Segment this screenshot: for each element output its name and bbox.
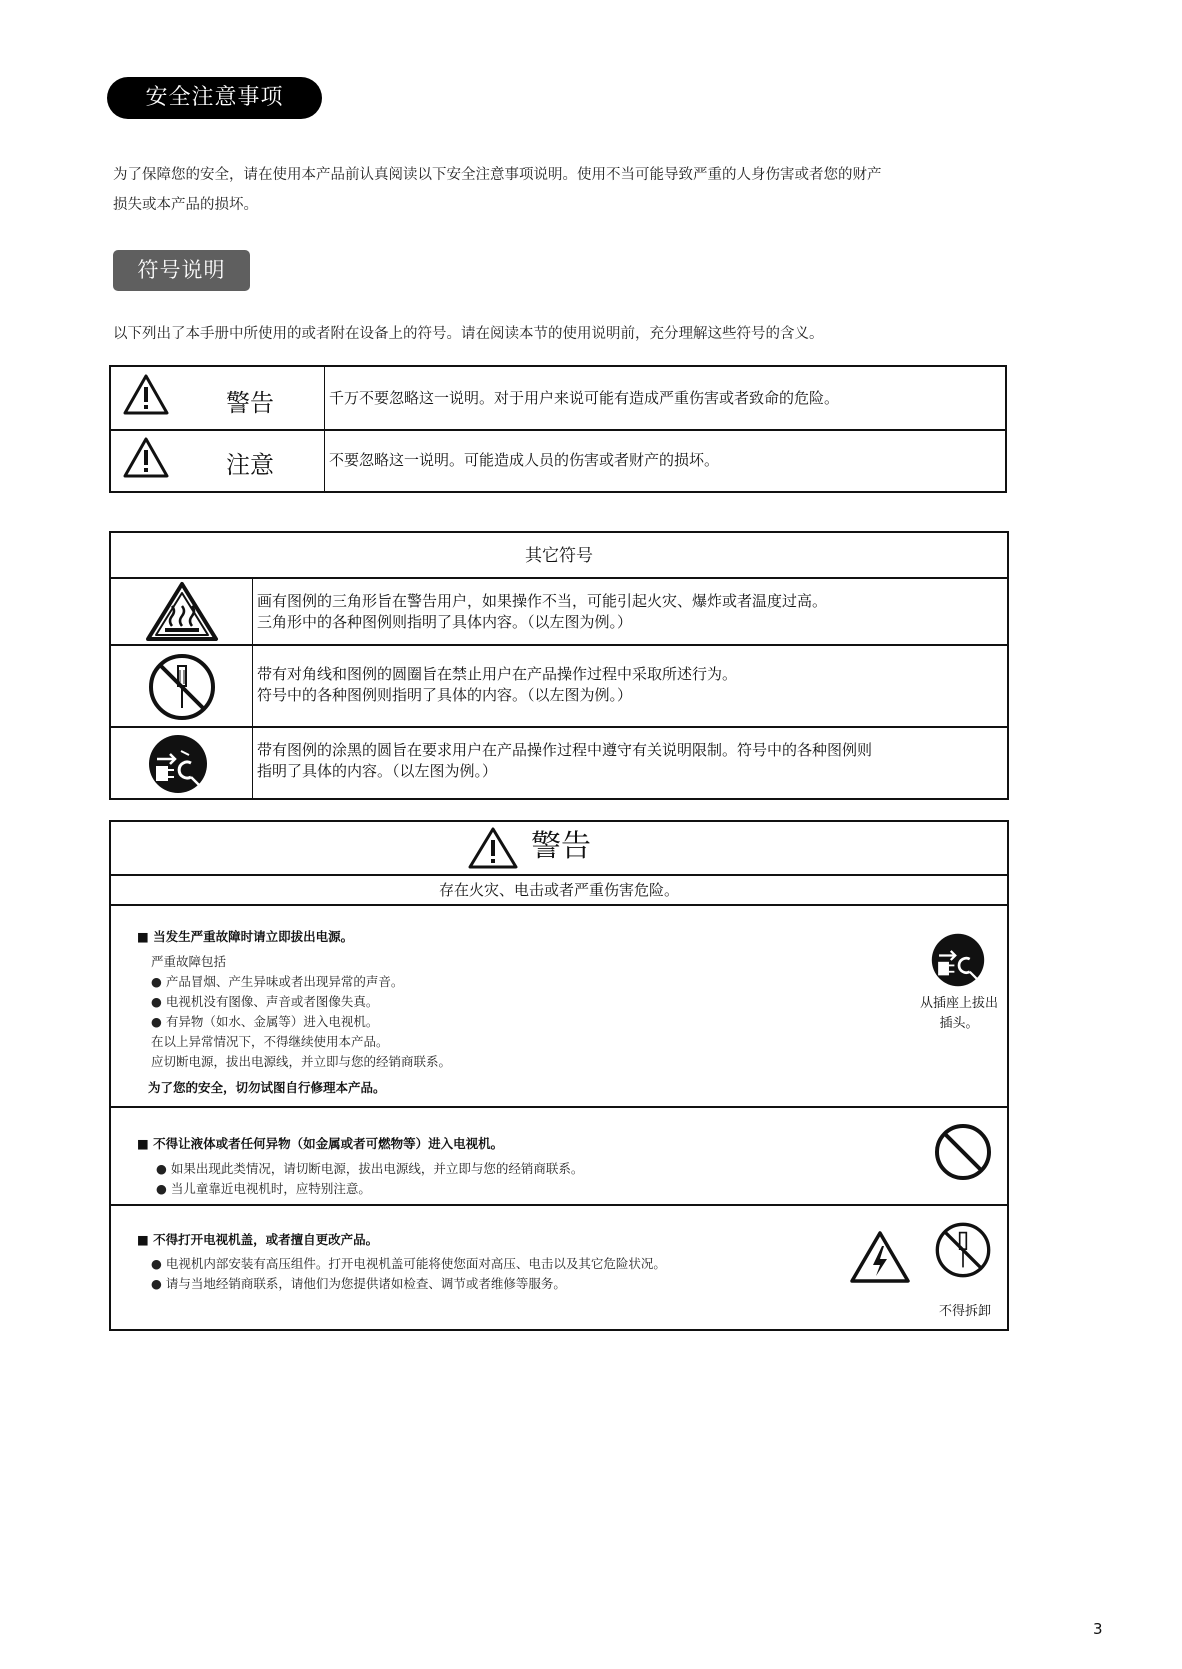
description-line: 带有对角线和图例的圆圈旨在禁止用户在产品操作过程中采取所述行为。: [257, 665, 738, 683]
row-divider: [111, 1106, 1007, 1108]
section-line: ● 电视机没有图像、声音或者图像失真。: [151, 994, 379, 1009]
section-line: ● 有异物（如水、金属等）进入电视机。: [151, 1014, 379, 1029]
warning-triangle-icon: [123, 373, 169, 415]
symbol-description: [257, 591, 827, 633]
no-disassembly-circle-icon: [934, 1221, 992, 1279]
no-disassembly-circle-icon: [147, 652, 217, 722]
unplug-black-circle-icon: [930, 932, 986, 988]
warning-box-subtitle: 存在火灾、电击或者严重伤害危险。: [438, 881, 679, 899]
caption-line: 插头。: [939, 1016, 979, 1031]
description-line: 画有图例的三角形旨在警告用户，如果操作不当，可能引起火灾、爆炸或者温度过高。: [257, 592, 828, 610]
section-line: 应切断电源，拔出电源线，并立即与您的经销商联系。: [151, 1054, 452, 1069]
icon-caption: [911, 994, 1007, 1034]
hot-surface-triangle-icon: [145, 581, 219, 643]
caution-description: 不要忽略这一说明。可能造成人员的伤害或者财产的损坏。: [329, 451, 720, 469]
section-line: ● 电视机内部安装有高压组件。打开电视机盖可能将使您面对高压、电击以及其它危险状况。: [151, 1256, 666, 1271]
warning-description: 千万不要忽略这一说明。对于用户来说可能有造成严重伤害或者致命的危险。: [329, 389, 840, 407]
warning-triangle-icon: [468, 827, 518, 869]
section-line: ● 当儿童靠近电视机时，应特别注意。: [156, 1181, 371, 1196]
symbols-description: 以下列出了本手册中所使用的或者附在设备上的符号。请在阅读本节的使用说明前，充分理解这些符号的含义。: [113, 326, 824, 342]
prohibited-circle-icon: [933, 1122, 993, 1182]
section-heading: ■ 当发生严重故障时请立即拔出电源。: [137, 929, 354, 944]
other-symbols-header: 其它符号: [525, 546, 593, 566]
section-line: ● 如果出现此类情况，请切断电源，拔出电源线，并立即与您的经销商联系。: [156, 1161, 584, 1176]
section-line: 严重故障包括: [151, 954, 227, 969]
intro-paragraph: [113, 160, 882, 220]
section-body: [151, 1254, 666, 1294]
page-title: 安全注意事项: [107, 77, 322, 119]
warning-box-title: 警告: [531, 829, 591, 864]
description-line: 三角形中的各种图例则指明了具体内容。（以左图为例。）: [257, 613, 633, 631]
high-voltage-triangle-icon: [849, 1230, 911, 1284]
section-heading: ■ 不得让液体或者任何异物（如金属或者可燃物等）进入电视机。: [137, 1136, 504, 1151]
symbol-description: [257, 740, 872, 782]
warning-box: [109, 820, 1009, 1331]
icon-caption: 不得拆卸: [938, 1304, 991, 1319]
caution-triangle-icon: [123, 436, 169, 478]
column-divider: [252, 579, 253, 798]
section-line: ● 产品冒烟、产生异味或者出现异常的声音。: [151, 974, 404, 989]
page-number: 3: [1093, 1620, 1103, 1638]
row-divider: [111, 904, 1007, 906]
section-title-symbols: 符号说明: [113, 250, 250, 291]
caution-label: 注意: [226, 451, 274, 479]
section-line: 在以上异常情况下，不得继续使用本产品。: [151, 1034, 389, 1049]
row-divider: [111, 644, 1007, 646]
section-line: ● 请与当地经销商联系，请他们为您提供诸如检查、调节或者维修等服务。: [151, 1276, 566, 1291]
description-line: 带有图例的涂黑的圆旨在要求用户在产品操作过程中遵守有关说明限制。符号中的各种图例则: [257, 741, 873, 759]
description-line: 符号中的各种图例则指明了具体的内容。（以左图为例。）: [257, 686, 633, 704]
symbol-table: [109, 365, 1007, 493]
section-heading: ■ 不得打开电视机盖，或者擅自更改产品。: [137, 1232, 379, 1247]
caption-line: 从插座上拔出: [919, 996, 998, 1011]
row-divider: [111, 577, 1007, 579]
other-symbols-table: [109, 531, 1009, 800]
section-body: [151, 952, 451, 1072]
row-divider: [111, 1204, 1007, 1206]
description-line: 指明了具体的内容。（以左图为例。）: [257, 762, 498, 780]
intro-line: 损失或本产品的损坏。: [113, 197, 258, 213]
row-divider: [111, 429, 1005, 431]
section-footer: 为了您的安全，切勿试图自行修理本产品。: [148, 1080, 386, 1095]
warning-label: 警告: [226, 389, 274, 417]
symbol-description: [257, 664, 737, 706]
row-divider: [111, 726, 1007, 728]
section-body: [156, 1159, 583, 1199]
intro-line: 为了保障您的安全，请在使用本产品前认真阅读以下安全注意事项说明。使用不当可能导致严重的人身伤害或者您的财产: [113, 167, 882, 183]
unplug-black-circle-icon: [147, 733, 209, 795]
